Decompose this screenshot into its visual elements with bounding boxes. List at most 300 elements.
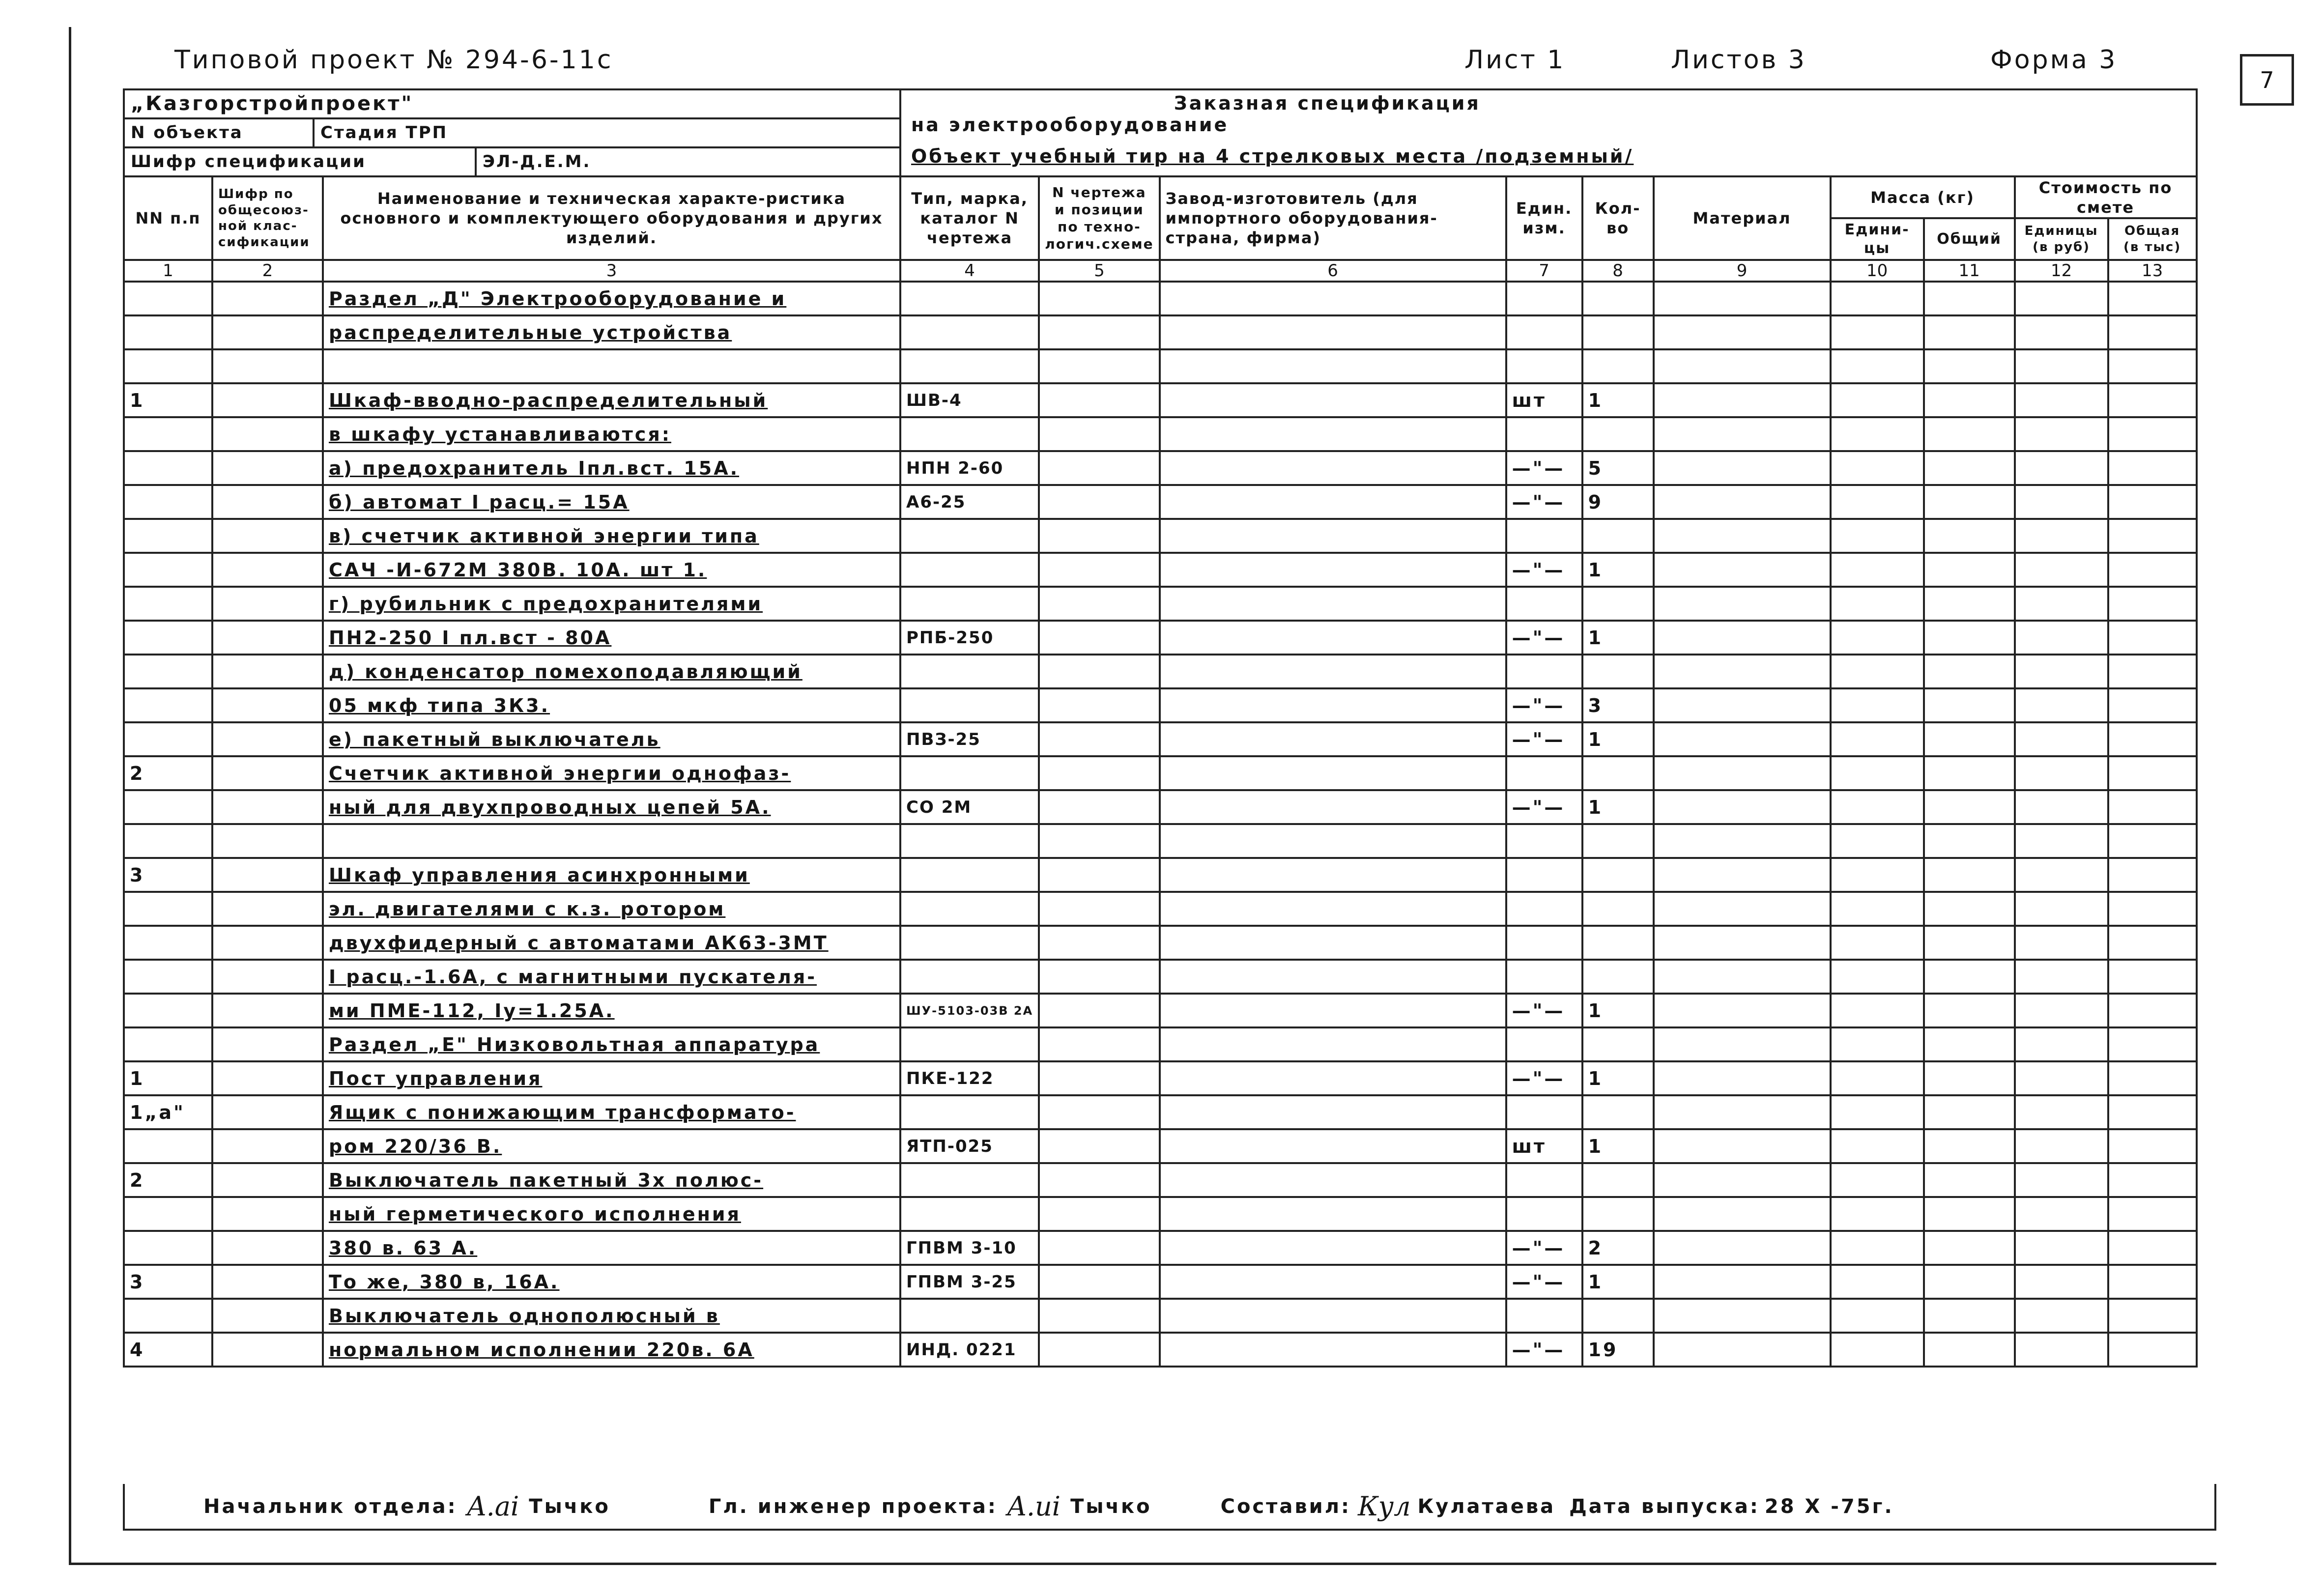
mass-total [1924,553,2015,587]
drawing-number [1039,1061,1159,1095]
item-name: Пост управления [323,1061,900,1095]
unit [1506,282,1582,315]
drawing-number [1039,655,1159,688]
item-type [900,553,1039,587]
material [1654,383,1831,417]
item-name: нормальном исполнении 220в. 6А [323,1333,900,1367]
mass-total [1924,1061,2015,1095]
manufacturer [1160,1061,1506,1095]
quantity: 1 [1582,1061,1654,1095]
table-row [124,417,2197,451]
drawing-number [1039,1197,1159,1231]
mass-total [1924,587,2015,621]
row-number: 4 [124,1333,212,1367]
unit [1506,926,1582,960]
manufacturer [1160,1197,1506,1231]
cost-unit [2015,994,2108,1027]
col-header-7: Един. изм. [1506,176,1582,260]
table-row [124,553,2197,587]
item-type: ГПВМ 3-10 [900,1231,1039,1265]
classification-code [212,858,323,892]
cost-unit [2015,655,2108,688]
cost-unit [2015,383,2108,417]
drawing-number [1039,553,1159,587]
column-number: 2 [212,260,323,282]
cost-total [2108,417,2197,451]
classification-code [212,1231,323,1265]
manufacturer [1160,892,1506,926]
material [1654,621,1831,655]
item-name: ми ПМЕ-112, Iу=1.25А. [323,994,900,1027]
row-number [124,349,212,383]
object-number-label: N объекта [125,119,315,146]
quantity [1582,349,1654,383]
material [1654,1129,1831,1163]
classification-code [212,349,323,383]
cost-unit [2015,417,2108,451]
mass-unit [1831,587,1924,621]
column-number: 7 [1506,260,1582,282]
specification-table [123,88,2198,1368]
material [1654,960,1831,994]
mass-total [1924,519,2015,553]
row-number [124,824,212,858]
mass-unit [1831,926,1924,960]
column-number: 11 [1924,260,2015,282]
mass-unit [1831,417,1924,451]
mass-unit [1831,1027,1924,1061]
col-header-8: Кол-во [1582,176,1654,260]
cost-unit [2015,688,2108,722]
col-header-1: NN п.п [124,176,212,260]
cost-unit [2015,1197,2108,1231]
classification-code [212,994,323,1027]
quantity [1582,655,1654,688]
table-row [124,824,2197,858]
mass-total [1924,1027,2015,1061]
quantity: 1 [1582,790,1654,824]
cost-total [2108,553,2197,587]
col-header-mass: Масса (кг) [1831,176,2015,218]
table-row [124,1299,2197,1333]
row-number: 2 [124,756,212,790]
cost-unit [2015,722,2108,756]
cost-total [2108,655,2197,688]
unit [1506,349,1582,383]
drawing-number [1039,688,1159,722]
drawing-number [1039,790,1159,824]
mass-unit [1831,383,1924,417]
classification-code [212,1027,323,1061]
cost-total [2108,485,2197,519]
item-type [900,519,1039,553]
item-name: Выключатель однополюсный в [323,1299,900,1333]
quantity [1582,926,1654,960]
quantity: 9 [1582,485,1654,519]
item-type [900,1299,1039,1333]
item-name: САЧ -И-672М 380В. 10А. шт 1. [323,553,900,587]
object-description: Объект учебный тир на 4 стрелковых места /подземный/ [911,145,1634,167]
item-name: в шкафу устанавливаются: [323,417,900,451]
table-row [124,1163,2197,1197]
material [1654,926,1831,960]
classification-code [212,621,323,655]
header-block [124,89,2197,176]
material [1654,349,1831,383]
col-header-10: Едини-цы [1831,218,1924,260]
manufacturer [1160,1265,1506,1299]
unit: —"— [1506,722,1582,756]
quantity [1582,1095,1654,1129]
chief-name: Тычко [1070,1495,1152,1518]
table-row [124,621,2197,655]
unit [1506,1299,1582,1333]
table-row [124,383,2197,417]
material [1654,315,1831,349]
drawing-number [1039,1265,1159,1299]
column-number: 1 [124,260,212,282]
quantity [1582,960,1654,994]
unit: —"— [1506,451,1582,485]
row-number [124,417,212,451]
cost-total [2108,451,2197,485]
item-type [900,756,1039,790]
item-type: НПН 2-60 [900,451,1039,485]
cost-total [2108,1231,2197,1265]
table-row [124,994,2197,1027]
drawing-number [1039,1095,1159,1129]
table-row [124,722,2197,756]
item-name: То же, 380 в, 16А. [323,1265,900,1299]
cost-total [2108,790,2197,824]
cost-unit [2015,960,2108,994]
cost-total [2108,1197,2197,1231]
row-number [124,282,212,315]
classification-code [212,553,323,587]
mass-unit [1831,1265,1924,1299]
mass-unit [1831,1231,1924,1265]
document-title: Заказная спецификация [1174,92,1481,114]
table-row [124,315,2197,349]
item-type: ШВ-4 [900,383,1039,417]
classification-code [212,1129,323,1163]
drawing-number [1039,994,1159,1027]
quantity [1582,1163,1654,1197]
classification-code [212,315,323,349]
unit: —"— [1506,1333,1582,1367]
quantity [1582,1197,1654,1231]
drawing-number [1039,349,1159,383]
classification-code [212,926,323,960]
cost-total [2108,1265,2197,1299]
mass-unit [1831,655,1924,688]
material [1654,1299,1831,1333]
org-name: „Казгорстройпроект" [125,90,899,119]
mass-total [1924,960,2015,994]
item-type: ПКЕ-122 [900,1061,1039,1095]
item-type [900,926,1039,960]
table-body [124,282,2197,1367]
item-name: распределительные устройства [323,315,900,349]
quantity: 1 [1582,1265,1654,1299]
page-number: 7 [2240,54,2294,106]
material [1654,485,1831,519]
quantity: 1 [1582,994,1654,1027]
row-number [124,485,212,519]
author-name: Кулатаева [1417,1495,1556,1518]
mass-unit [1831,1333,1924,1367]
quantity [1582,824,1654,858]
row-number [124,621,212,655]
col-header-3: Наименование и техническая характе-ристика основного и комплектующего оборудования и других изделий. [323,176,900,260]
unit [1506,892,1582,926]
item-type [900,960,1039,994]
cost-unit [2015,1027,2108,1061]
manufacturer [1160,824,1506,858]
mass-total [1924,1333,2015,1367]
table-row [124,1333,2197,1367]
unit: —"— [1506,994,1582,1027]
classification-code [212,1163,323,1197]
mass-unit [1831,1129,1924,1163]
quantity: 5 [1582,451,1654,485]
column-number: 9 [1654,260,1831,282]
cost-total [2108,1163,2197,1197]
item-type: А6-25 [900,485,1039,519]
mass-total [1924,790,2015,824]
column-header-row [124,176,2197,218]
classification-code [212,722,323,756]
mass-total [1924,621,2015,655]
column-number: 12 [2015,260,2108,282]
cost-total [2108,926,2197,960]
classification-code [212,282,323,315]
quantity [1582,756,1654,790]
manufacturer [1160,1027,1506,1061]
sheet-label: Лист 1 [1464,45,1566,75]
mass-unit [1831,756,1924,790]
item-name: 380 в. 63 А. [323,1231,900,1265]
cost-unit [2015,1061,2108,1095]
unit [1506,1163,1582,1197]
drawing-number [1039,417,1159,451]
item-name: Ящик с понижающим трансформато- [323,1095,900,1129]
material [1654,417,1831,451]
mass-unit [1831,858,1924,892]
row-number [124,688,212,722]
mass-total [1924,892,2015,926]
material [1654,1095,1831,1129]
item-name: д) конденсатор помехоподавляющий [323,655,900,688]
mass-unit [1831,282,1924,315]
col-header-2: Шифр по общесоюз-ной клас-сификации [212,176,323,260]
mass-total [1924,1197,2015,1231]
classification-code [212,1197,323,1231]
quantity [1582,315,1654,349]
material [1654,1197,1831,1231]
unit [1506,1197,1582,1231]
item-type: ЯТП-025 [900,1129,1039,1163]
item-name: Раздел „Д" Электрооборудование и [323,282,900,315]
col-header-cost: Стоимость по смете [2015,176,2197,218]
cost-total [2108,858,2197,892]
cost-total [2108,621,2197,655]
manufacturer [1160,282,1506,315]
mass-total [1924,722,2015,756]
unit: —"— [1506,1231,1582,1265]
quantity: 1 [1582,722,1654,756]
classification-code [212,1265,323,1299]
quantity [1582,858,1654,892]
column-number: 4 [900,260,1039,282]
cost-total [2108,892,2197,926]
manufacturer [1160,383,1506,417]
table-row [124,1095,2197,1129]
drawing-number [1039,858,1159,892]
row-number [124,1027,212,1061]
classification-code [212,756,323,790]
item-type: ИНД. 0221 [900,1333,1039,1367]
material [1654,451,1831,485]
cost-total [2108,688,2197,722]
table-row [124,960,2197,994]
item-name: 05 мкф типа 3К3. [323,688,900,722]
material [1654,858,1831,892]
mass-total [1924,994,2015,1027]
material [1654,1061,1831,1095]
drawing-number [1039,722,1159,756]
drawing-number [1039,485,1159,519]
table-row [124,858,2197,892]
cost-unit [2015,451,2108,485]
manufacturer [1160,1299,1506,1333]
row-number: 3 [124,858,212,892]
item-name [323,824,900,858]
row-number: 1„а" [124,1095,212,1129]
manufacturer [1160,960,1506,994]
row-number [124,451,212,485]
row-number [124,1197,212,1231]
drawing-number [1039,1231,1159,1265]
drawing-number [1039,824,1159,858]
row-number [124,587,212,621]
cost-total [2108,1027,2197,1061]
unit: —"— [1506,688,1582,722]
quantity: 1 [1582,553,1654,587]
item-type [900,587,1039,621]
mass-total [1924,451,2015,485]
item-name: ный для двухпроводных цепей 5А. [323,790,900,824]
drawing-number [1039,383,1159,417]
cost-unit [2015,349,2108,383]
item-name: Раздел „Е" Низковольтная аппаратура [323,1027,900,1061]
unit: шт [1506,1129,1582,1163]
document-subtitle: на электрооборудование [911,114,1229,136]
material [1654,688,1831,722]
mass-total [1924,1095,2015,1129]
material [1654,1163,1831,1197]
material [1654,1231,1831,1265]
drawing-number [1039,1129,1159,1163]
material [1654,1027,1831,1061]
item-type [900,1027,1039,1061]
mass-unit [1831,1061,1924,1095]
unit [1506,960,1582,994]
quantity: 3 [1582,688,1654,722]
item-name: г) рубильник с предохранителями [323,587,900,621]
col-header-6: Завод-изготовитель (для импортного оборудования-страна, фирма) [1160,176,1506,260]
mass-unit [1831,519,1924,553]
manufacturer [1160,1231,1506,1265]
cost-unit [2015,892,2108,926]
cost-total [2108,282,2197,315]
manufacturer [1160,553,1506,587]
table-row [124,519,2197,553]
table-row [124,926,2197,960]
table-row [124,1197,2197,1231]
quantity: 1 [1582,621,1654,655]
item-name: ром 220/36 В. [323,1129,900,1163]
material [1654,790,1831,824]
row-number [124,892,212,926]
material [1654,553,1831,587]
mass-total [1924,756,2015,790]
item-type [900,655,1039,688]
col-header-9: Материал [1654,176,1831,260]
cost-total [2108,349,2197,383]
item-name: ПН2-250 I пл.вст - 80А [323,621,900,655]
item-type [900,349,1039,383]
mass-total [1924,858,2015,892]
manufacturer [1160,1333,1506,1367]
unit: —"— [1506,621,1582,655]
cost-unit [2015,824,2108,858]
col-header-13: Общая (в тыс) [2108,218,2197,260]
item-type [900,1163,1039,1197]
table-row [124,282,2197,315]
classification-code [212,451,323,485]
item-name: Шкаф-вводно-распределительный [323,383,900,417]
row-number: 1 [124,1061,212,1095]
cost-unit [2015,790,2108,824]
classification-code [212,383,323,417]
column-number: 6 [1160,260,1506,282]
classification-code [212,1095,323,1129]
manufacturer [1160,451,1506,485]
material [1654,722,1831,756]
material [1654,892,1831,926]
cost-unit [2015,1265,2108,1299]
col-header-5: N чертежа и позиции по техно-логич.схеме [1039,176,1159,260]
mass-unit [1831,621,1924,655]
quantity [1582,587,1654,621]
table-row [124,655,2197,688]
classification-code [212,1299,323,1333]
row-number [124,1231,212,1265]
column-number: 8 [1582,260,1654,282]
item-name: двухфидерный с автоматами АК63-3МТ [323,926,900,960]
classification-code [212,1333,323,1367]
mass-unit [1831,722,1924,756]
classification-code [212,960,323,994]
item-name: в) счетчик активной энергии типа [323,519,900,553]
item-name: Счетчик активной энергии однофаз- [323,756,900,790]
item-type [900,282,1039,315]
release-date-label: Дата выпуска: [1569,1495,1760,1518]
table-row [124,1265,2197,1299]
quantity: 2 [1582,1231,1654,1265]
head-label: Начальник отдела: [203,1495,458,1518]
